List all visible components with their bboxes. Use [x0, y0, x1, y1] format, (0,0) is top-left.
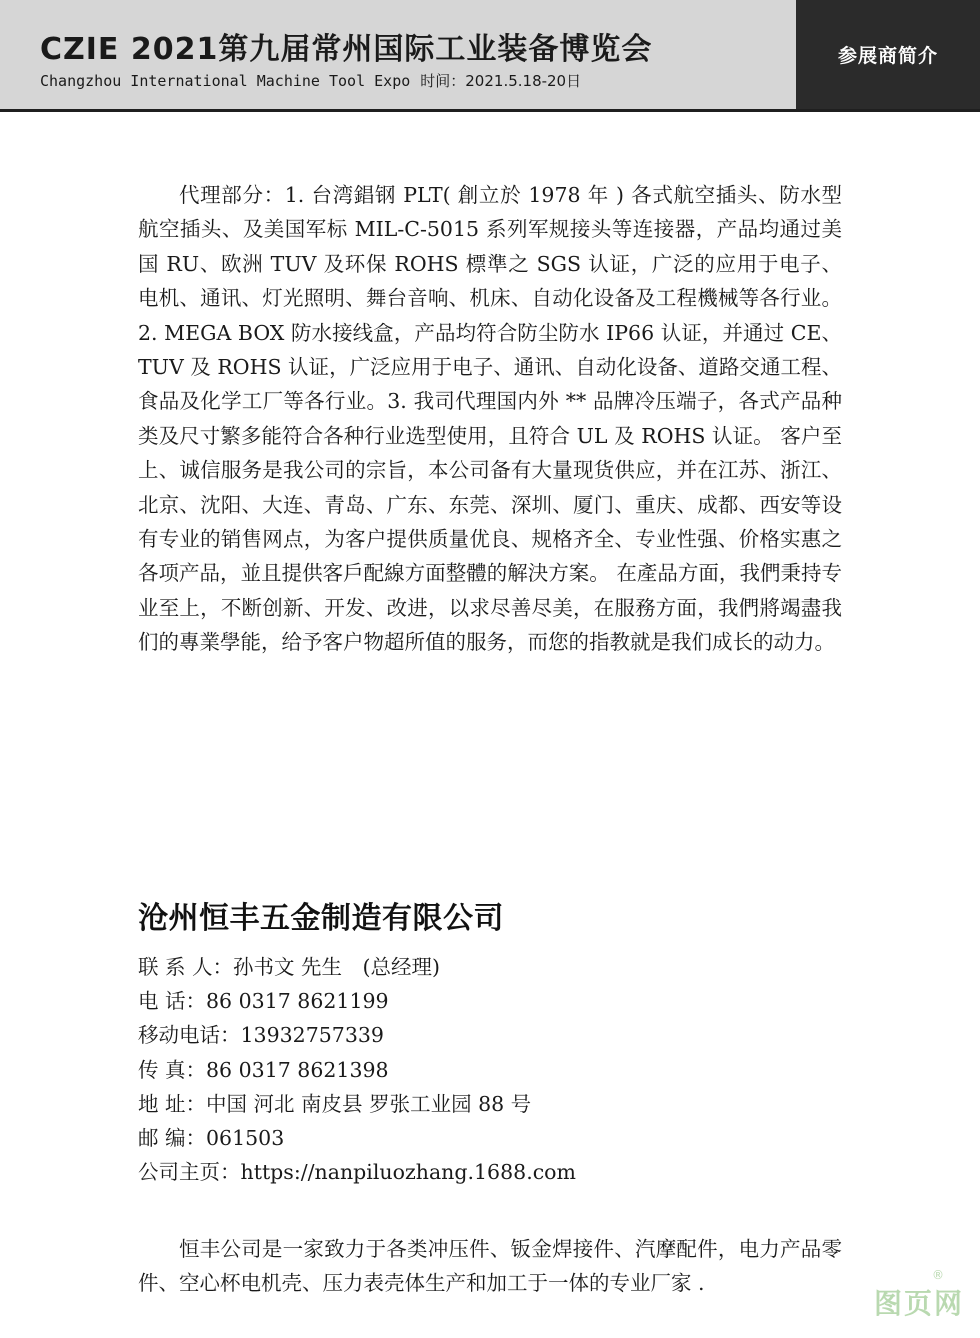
section-tab: 参展商简介 [796, 0, 980, 109]
company-description: 恒丰公司是一家致力于各类冲压件、钣金焊接件、汽摩配件，电力产品零件、空心杯电机壳、压力表壳体生产和加工于一体的专业厂家 . [138, 1237, 842, 1295]
contact-homepage: 公司主页：https://nanpiluozhang.1688.com [138, 1160, 576, 1185]
expo-subtitle-line [40, 70, 581, 91]
expo-english-name: Changzhou International Machine Tool Expo [40, 72, 411, 90]
company-name: 沧州恒丰五金制造有限公司 [138, 901, 504, 936]
agency-description: 代理部分：1. 台湾錩钢 PLT( 創立於 1978 年 ) 各式航空插头、防水型航空插头、及美国军标 MIL-C-5015 系列军规接头等连接器，产品均通过美国 RU、欧洲 TUV 及环保 ROHS 標準之 SGS 认证，广泛的应用于电子、电机、通讯、灯光照明、舞台音响、机床、自动化设备及工程機械等各行业。2. MEGA BOX 防水接线盒，产品均符合防尘防水 IP66 认证，并通过 CE、TUV 及 ROHS 认证，广泛应用于电子、通讯、自动化设备、道路交通工程、食品及化学工厂等各行业。3. 我司代理国内外 ** 品牌冷压端子，各式产品种类及尺寸繁多能符合各种行业选型使用，且符合 UL 及 ROHS 认证。 客户至上、诚信服务是我公司的宗旨，本公司备有大量现货供应，并在江苏、浙江、北京、沈阳、大连、青岛、广东、东莞、深圳、厦门、重庆、成都、西安等设有专业的销售网点，为客户提供质量优良、规格齐全、专业性强、价格实惠之各项产品，並且提供客戶配線方面整體的解決方案。 在產品方面，我們秉持专业至上，不断创新、开发、改进，以求尽善尽美，在服務方面，我們將竭盡我们的專業學能，给予客户物超所值的服务，而您的指教就是我们成长的动力。 [138, 183, 842, 655]
watermark-text: 图页网 [873, 1287, 964, 1320]
page-header [0, 0, 980, 112]
contact-person: 联 系 人：孙书文 先生 (总经理) [138, 955, 441, 979]
expo-date: 时间：2021.5.18-20日 [420, 72, 582, 90]
contact-postcode: 邮 编：061503 [138, 1126, 285, 1151]
contact-phone: 电 话：86 0317 8621199 [138, 989, 389, 1014]
expo-title: CZIE 2021第九届常州国际工业装备博览会 [40, 32, 653, 67]
registered-mark: ® [931, 1268, 946, 1282]
contact-list [138, 950, 858, 1189]
watermark-logo [873, 1268, 964, 1322]
contact-address: 地 址：中国 河北 南皮县 罗张工业园 88 号 [138, 1091, 532, 1116]
contact-fax: 传 真：86 0317 8621398 [138, 1057, 389, 1082]
contact-mobile: 移动电话：13932757339 [138, 1023, 384, 1048]
